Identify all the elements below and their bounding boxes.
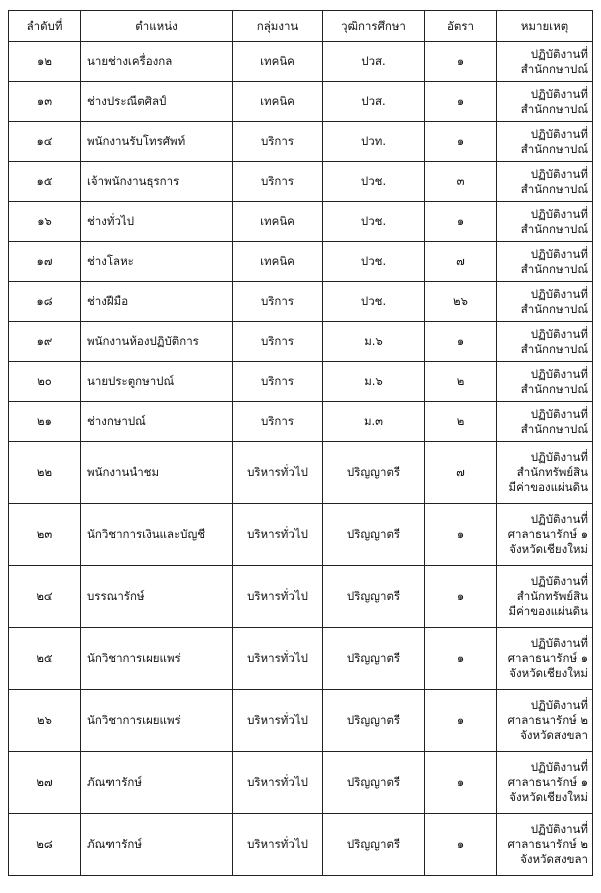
note-line: ปฏิบัติงานที่ (530, 406, 588, 421)
row-group: เทคนิค (233, 202, 323, 242)
row-group: บริการ (233, 282, 323, 322)
row-number: ๒๑ (9, 402, 81, 442)
row-rate: ๑ (425, 322, 497, 362)
row-note (497, 402, 593, 442)
row-education: ปริญญาตรี (323, 442, 425, 504)
row-number: ๒๓ (9, 504, 81, 566)
row-note (497, 628, 593, 690)
note-line: สำนักทรัพย์สิน (516, 465, 588, 479)
note-line: สำนักกษาปณ์ (520, 221, 588, 236)
row-group: บริหารทั่วไป (233, 442, 323, 504)
row-group: บริการ (233, 402, 323, 442)
row-number: ๑๗ (9, 242, 81, 282)
row-rate: ๑ (425, 566, 497, 628)
note-line: สำนักกษาปณ์ (520, 61, 588, 76)
row-number: ๑๘ (9, 282, 81, 322)
note-line: ปฏิบัติงานที่ (530, 574, 588, 588)
row-rate: ๑ (425, 504, 497, 566)
note-line: มีค่าของแผ่นดิน (508, 480, 588, 494)
row-number: ๒๘ (9, 814, 81, 876)
row-education: ปริญญาตรี (323, 814, 425, 876)
note-line: ศาลาธนารักษ์ ๒ (507, 837, 588, 851)
row-education: ปริญญาตรี (323, 504, 425, 566)
row-note (497, 566, 593, 628)
table-row (9, 42, 593, 82)
row-note (497, 42, 593, 82)
note-line: สำนักกษาปณ์ (520, 381, 588, 396)
row-group: เทคนิค (233, 42, 323, 82)
row-number: ๒๗ (9, 752, 81, 814)
row-rate: ๑ (425, 82, 497, 122)
row-education: ปวส. (323, 42, 425, 82)
note-line: ศาลาธนารักษ์ ๑ (507, 775, 588, 789)
row-number: ๑๒ (9, 42, 81, 82)
row-note (497, 752, 593, 814)
note-line: สำนักกษาปณ์ (520, 261, 588, 276)
row-note (497, 282, 593, 322)
row-group: บริหารทั่วไป (233, 752, 323, 814)
note-line: จังหวัดเชียงใหม่ (509, 666, 588, 680)
table-row (9, 442, 593, 504)
row-rate: ๒ (425, 402, 497, 442)
row-rate: ๑ (425, 690, 497, 752)
row-note (497, 814, 593, 876)
row-education: ปวช. (323, 202, 425, 242)
note-line: จังหวัดเชียงใหม่ (509, 790, 588, 804)
row-education: ปวช. (323, 162, 425, 202)
row-group: บริหารทั่วไป (233, 504, 323, 566)
row-position: ภัณฑารักษ์ (81, 752, 233, 814)
row-rate: ๑ (425, 814, 497, 876)
row-rate: ๗ (425, 442, 497, 504)
row-rate: ๓ (425, 162, 497, 202)
row-rate: ๑ (425, 202, 497, 242)
note-line: จังหวัดสงขลา (520, 852, 588, 866)
note-line: ปฏิบัติงานที่ (530, 46, 588, 61)
row-education: ปวช. (323, 242, 425, 282)
row-number: ๒๖ (9, 690, 81, 752)
row-education: ปริญญาตรี (323, 752, 425, 814)
row-group: บริหารทั่วไป (233, 628, 323, 690)
note-line: ปฏิบัติงานที่ (530, 206, 588, 221)
row-rate: ๑ (425, 628, 497, 690)
note-line: สำนักกษาปณ์ (520, 341, 588, 356)
note-line: ปฏิบัติงานที่ (530, 86, 588, 101)
row-number: ๑๖ (9, 202, 81, 242)
table-row (9, 122, 593, 162)
row-note (497, 202, 593, 242)
row-rate: ๒๖ (425, 282, 497, 322)
table-header-row (9, 11, 593, 42)
row-position: พนักงานนำชม (81, 442, 233, 504)
row-note (497, 162, 593, 202)
row-rate: ๑ (425, 42, 497, 82)
row-education: ปวช. (323, 282, 425, 322)
row-group: เทคนิค (233, 82, 323, 122)
row-rate: ๗ (425, 242, 497, 282)
row-group: เทคนิค (233, 242, 323, 282)
row-group: บริการ (233, 362, 323, 402)
row-position: ช่างทั่วไป (81, 202, 233, 242)
row-group: บริหารทั่วไป (233, 690, 323, 752)
note-line: ปฏิบัติงานที่ (530, 286, 588, 301)
note-line: ปฏิบัติงานที่ (530, 512, 588, 526)
row-number: ๒๐ (9, 362, 81, 402)
row-education: ปวส. (323, 82, 425, 122)
row-number: ๒๕ (9, 628, 81, 690)
row-group: บริการ (233, 122, 323, 162)
header-education: วุฒิการศึกษา (323, 11, 425, 42)
row-position: เจ้าพนักงานธุรการ (81, 162, 233, 202)
note-line: สำนักกษาปณ์ (520, 301, 588, 316)
row-position: บรรณารักษ์ (81, 566, 233, 628)
header-note: หมายเหตุ (497, 11, 593, 42)
header-rate: อัตรา (425, 11, 497, 42)
row-note (497, 442, 593, 504)
table-row (9, 690, 593, 752)
note-line: สำนักกษาปณ์ (520, 101, 588, 116)
note-line: มีค่าของแผ่นดิน (508, 604, 588, 618)
row-note (497, 322, 593, 362)
note-line: ปฏิบัติงานที่ (530, 366, 588, 381)
row-group: บริหารทั่วไป (233, 814, 323, 876)
row-education: ม.๓ (323, 402, 425, 442)
row-education: ม.๖ (323, 322, 425, 362)
note-line: สำนักกษาปณ์ (520, 141, 588, 156)
row-position: ภัณฑารักษ์ (81, 814, 233, 876)
row-number: ๑๕ (9, 162, 81, 202)
row-position: นายช่างเครื่องกล (81, 42, 233, 82)
note-line: ศาลาธนารักษ์ ๑ (507, 651, 588, 665)
table-row (9, 504, 593, 566)
note-line: สำนักทรัพย์สิน (516, 589, 588, 603)
header-no: ลำดับที่ (9, 11, 81, 42)
table-row (9, 202, 593, 242)
row-position: นักวิชาการเผยแพร่ (81, 690, 233, 752)
row-note (497, 242, 593, 282)
row-rate: ๒ (425, 362, 497, 402)
table-row (9, 322, 593, 362)
note-line: ปฏิบัติงานที่ (530, 698, 588, 712)
table-body (9, 42, 593, 876)
note-line: ศาลาธนารักษ์ ๒ (507, 713, 588, 727)
row-position: นักวิชาการเผยแพร่ (81, 628, 233, 690)
row-note (497, 362, 593, 402)
row-position: ช่างกษาปณ์ (81, 402, 233, 442)
row-education: ม.๖ (323, 362, 425, 402)
header-group: กลุ่มงาน (233, 11, 323, 42)
note-line: ศาลาธนารักษ์ ๑ (507, 527, 588, 541)
table-row (9, 282, 593, 322)
table-row (9, 242, 593, 282)
row-education: ปริญญาตรี (323, 566, 425, 628)
row-education: ปวท. (323, 122, 425, 162)
row-number: ๑๔ (9, 122, 81, 162)
row-education: ปริญญาตรี (323, 628, 425, 690)
table-row (9, 82, 593, 122)
row-group: บริการ (233, 322, 323, 362)
table-row (9, 402, 593, 442)
row-position: ช่างโลหะ (81, 242, 233, 282)
row-rate: ๑ (425, 122, 497, 162)
row-note (497, 82, 593, 122)
note-line: สำนักกษาปณ์ (520, 421, 588, 436)
row-position: นายประตูกษาปณ์ (81, 362, 233, 402)
header-position: ตำแหน่ง (81, 11, 233, 42)
note-line: จังหวัดเชียงใหม่ (509, 542, 588, 556)
row-position: ช่างฝีมือ (81, 282, 233, 322)
row-number: ๒๔ (9, 566, 81, 628)
table-row (9, 814, 593, 876)
note-line: สำนักกษาปณ์ (520, 181, 588, 196)
row-group: บริหารทั่วไป (233, 566, 323, 628)
row-note (497, 504, 593, 566)
row-education: ปริญญาตรี (323, 690, 425, 752)
row-rate: ๑ (425, 752, 497, 814)
note-line: ปฏิบัติงานที่ (530, 326, 588, 341)
note-line: จังหวัดสงขลา (520, 728, 588, 742)
row-number: ๑๓ (9, 82, 81, 122)
row-group: บริการ (233, 162, 323, 202)
note-line: ปฏิบัติงานที่ (530, 450, 588, 464)
row-number: ๑๙ (9, 322, 81, 362)
table-row (9, 362, 593, 402)
row-position: นักวิชาการเงินและบัญชี (81, 504, 233, 566)
table-row (9, 162, 593, 202)
note-line: ปฏิบัติงานที่ (530, 246, 588, 261)
table-row (9, 752, 593, 814)
note-line: ปฏิบัติงานที่ (530, 166, 588, 181)
note-line: ปฏิบัติงานที่ (530, 126, 588, 141)
row-note (497, 690, 593, 752)
note-line: ปฏิบัติงานที่ (530, 760, 588, 774)
note-line: ปฏิบัติงานที่ (530, 822, 588, 836)
row-position: ช่างประณีตศิลป์ (81, 82, 233, 122)
row-note (497, 122, 593, 162)
row-position: พนักงานรับโทรศัพท์ (81, 122, 233, 162)
row-position: พนักงานห้องปฏิบัติการ (81, 322, 233, 362)
table-row (9, 628, 593, 690)
position-table (8, 10, 593, 876)
row-number: ๒๒ (9, 442, 81, 504)
table-row (9, 566, 593, 628)
note-line: ปฏิบัติงานที่ (530, 636, 588, 650)
